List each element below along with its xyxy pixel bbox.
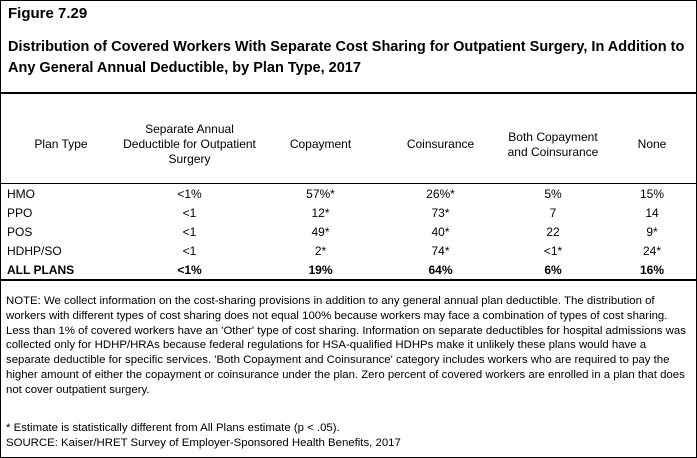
cell-none: 24* [642, 243, 662, 258]
cell-none: 15% [639, 186, 665, 201]
figure-title: Distribution of Covered Workers With Separate Cost Sharing for Outpatient Surgery, In Addition to Any General Annual Deductible, by Plan Type, 2017 [8, 39, 685, 76]
cell-none: 14 [645, 205, 659, 220]
total-row [1, 260, 696, 279]
cell-copayment: 2* [314, 243, 327, 258]
figure-label: Figure 7.29 [8, 5, 88, 22]
row-label: HMO [7, 186, 35, 201]
title-rule [1, 92, 696, 94]
cell-deductible: <1 [182, 205, 197, 220]
cell-both: 5% [544, 186, 562, 201]
header-none: None [637, 137, 667, 151]
data-table [1, 107, 696, 279]
cell-coinsurance: 26%* [426, 186, 455, 201]
cell-deductible: <1% [177, 262, 202, 277]
cell-copayment: 19% [308, 262, 333, 277]
table-bottom-rule [1, 279, 696, 281]
cell-coinsurance: 74* [431, 243, 450, 258]
table-row [1, 222, 696, 241]
row-label: POS [7, 224, 33, 239]
header-separate-deductible: Separate Annual Deductible for Outpatient Surgery [123, 122, 256, 166]
header-both: Both Copayment and Coinsurance [507, 129, 599, 159]
cell-both: 22 [546, 224, 560, 239]
source-line: SOURCE: Kaiser/HRET Survey of Employer-Sponsored Health Benefits, 2017 [6, 436, 401, 449]
header-copayment: Copayment [289, 137, 352, 151]
row-label: HDHP/SO [7, 243, 62, 258]
footnotes [6, 421, 692, 451]
cell-deductible: <1 [182, 224, 197, 239]
cell-both: 7 [549, 205, 557, 220]
header-plan-type: Plan Type [34, 137, 88, 151]
note-text: NOTE: We collect information on the cost-sharing provisions in addition to any general annual plan deductible. The distribution of workers with different types of cost sharing does not equal 100% because workers may face a combination of types of cost sharing. Less than 1% of covered workers have an 'Other' type of cost sharing. Information on separate deductibles for hospital admissions was collected only for HDHP/HRAs because federal regulations for HSA-qualified HDHPs make it unlikely these plans would have a separate deductible for specific services. 'Both Copayment and Coinsurance' category includes workers who are required to pay the higher amount of either the copayment or coinsurance under the plan. Zero percent of covered workers are enrolled in a plan that does not cover outpatient surgery. [6, 295, 686, 396]
significance-footnote: * Estimate is statistically different from All Plans estimate (p < .05). [6, 422, 340, 434]
cell-none: 9* [646, 224, 658, 239]
table-row [1, 203, 696, 222]
table-row [1, 182, 696, 203]
cell-copayment: 49* [311, 224, 330, 239]
cell-deductible: <1% [177, 186, 202, 201]
cell-copayment: 57%* [306, 186, 335, 201]
header-coinsurance: Coinsurance [406, 137, 475, 151]
cell-coinsurance: 64% [428, 262, 453, 277]
row-label: ALL PLANS [7, 262, 75, 277]
table-row [1, 241, 696, 260]
header-rule [1, 183, 696, 184]
cell-coinsurance: 73* [431, 205, 450, 220]
cell-both: 6% [544, 262, 562, 277]
cell-deductible: <1 [182, 243, 197, 258]
row-label: PPO [7, 205, 33, 220]
header-row [1, 107, 696, 182]
cell-copayment: 12* [311, 205, 330, 220]
cell-coinsurance: 40* [431, 224, 450, 239]
cell-both: <1* [543, 243, 563, 258]
cell-none: 16% [639, 262, 665, 277]
